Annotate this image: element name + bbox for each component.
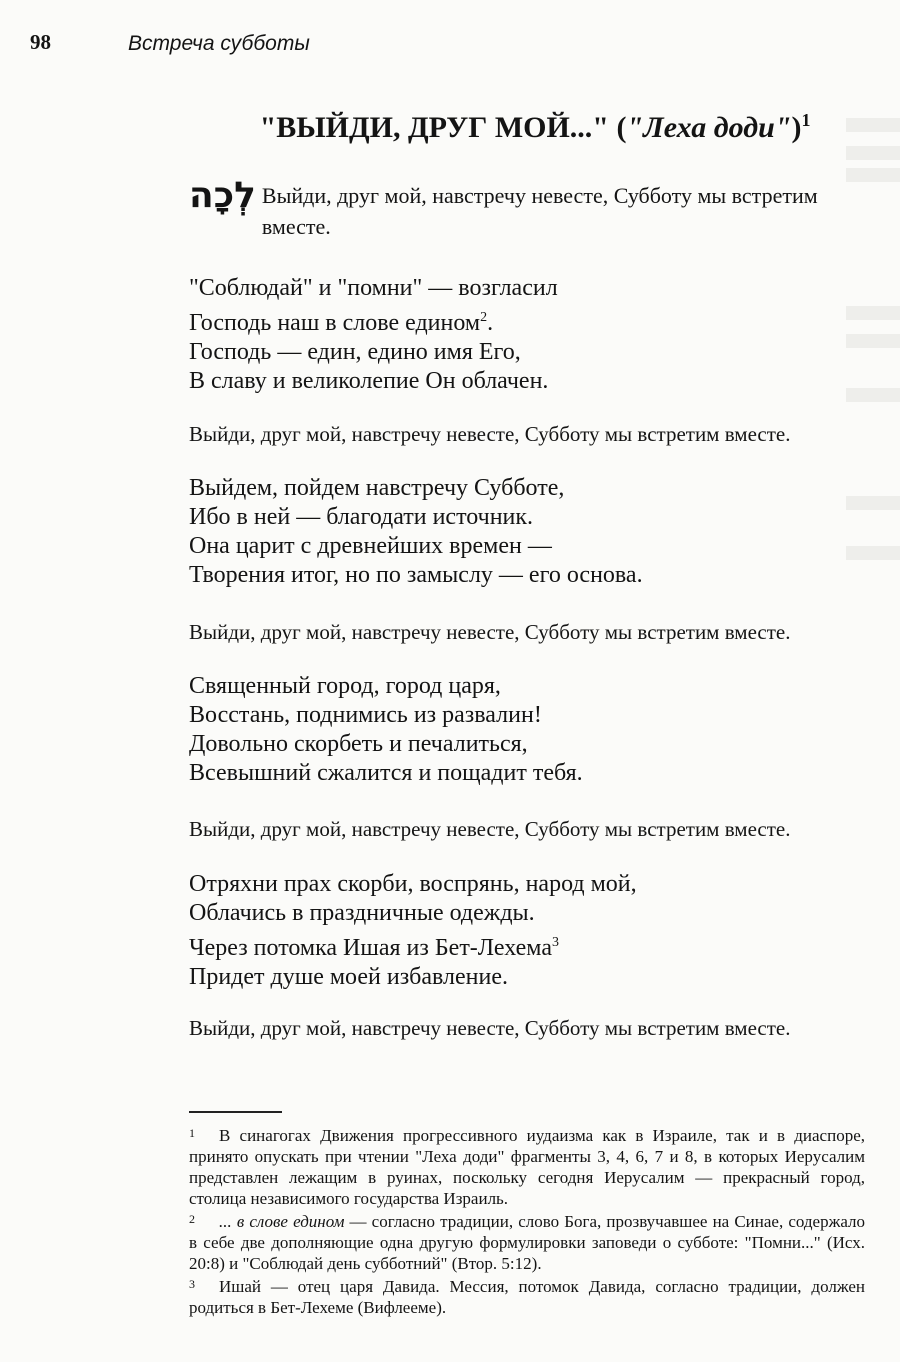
stanza-line: Священный город, город царя, (189, 673, 501, 699)
stanza-line: Господь — един, едино имя Его, (189, 339, 521, 365)
stanza-line: В славу и великолепие Он облачен. (189, 368, 549, 394)
bleed-through (846, 146, 900, 160)
footnotes (189, 1125, 865, 1320)
refrain: Выйди, друг мой, навстречу невесте, Субботу мы встретим вместе. (189, 817, 791, 841)
stanza-line: Отряхни прах скорби, воспрянь, народ мой, (189, 871, 637, 897)
stanza-line: Выйдем, пойдем навстречу Субботе, (189, 475, 565, 501)
title-italic: "Леха доди" (626, 111, 792, 144)
footnote-text: В синагогах Движения прогрессивного иудаизма как в Израиле, так и в диаспоре, принято опускать при чтении "Леха доди" фрагменты 3, 4, 6, 7 и 8, в которых Иерусалим представлен лежащим в руинах, поскольку сегодня Иерусалим — прекрасный город, столица независимого государства Израиль. (189, 1126, 865, 1208)
footnote-number: 2 (189, 1212, 195, 1226)
title-close: ) (791, 111, 802, 144)
footnote-text: Ишай — отец царя Давида. Мессия, потомок Давида, согласно традиции, должен родиться в Бет-Лехеме (Вифлееме). (189, 1277, 865, 1317)
page-number: 98 (30, 30, 51, 54)
stanza-line: Ибо в ней — благодати источник. (189, 504, 534, 530)
bleed-through (846, 546, 900, 560)
stanza-line: Придет душе моей избавление. (189, 964, 509, 990)
bleed-through (846, 306, 900, 320)
footnote-divider (189, 1111, 282, 1113)
stanza-line: Господь наш в слове едином$^2$. (189, 310, 494, 336)
stanza-2 (189, 474, 643, 590)
stanza-line: Через потомка Ишая из Бет-Лехема$^3$ (189, 935, 559, 961)
refrain: Выйди, друг мой, навстречу невесте, Субботу мы встретим вместе. (189, 620, 791, 644)
bleed-through (846, 388, 900, 402)
bleed-through (846, 496, 900, 510)
stanza-line: Восстань, поднимись из развалин! (189, 702, 542, 728)
stanza-line: "Соблюдай" и "помни" — возгласил (189, 275, 558, 301)
footnote-ref: 3 (551, 935, 559, 950)
title-main: "ВЫЙДИ, ДРУГ МОЙ..." ( (259, 111, 627, 144)
intro-paragraph (189, 175, 869, 242)
footnote (189, 1125, 865, 1209)
stanza-1 (189, 274, 558, 396)
stanza-line: Довольно скорбеть и печалиться, (189, 731, 528, 757)
page-title (0, 110, 900, 145)
title-footnote-ref: 1 (801, 110, 811, 130)
footnote (189, 1211, 865, 1274)
bleed-through (846, 334, 900, 348)
footnote-text: ... в слове едином — согласно традиции, слово Бога, прозвучавшее на Синае, содержало в себе две дополняющие одна другую формулировки заповеди о субботе: "Помни..." (Исх. 20:8) и "Соблюдай день субботний" (Втор. 5:12). (189, 1212, 866, 1273)
stanza-line: Она царит с древнейших времен — (189, 533, 552, 559)
footnote-number: 1 (189, 1126, 195, 1140)
refrain: Выйди, друг мой, навстречу невесте, Субботу мы встретим вместе. (189, 422, 791, 446)
footnote-emphasis: ... в слове едином (219, 1212, 345, 1231)
footnote (189, 1276, 865, 1318)
stanza-line: Творения итог, но по замыслу — его основа. (189, 562, 643, 588)
hebrew-initial: לְכָה (189, 175, 256, 216)
stanza-3 (189, 672, 583, 788)
footnote-number: 3 (189, 1277, 195, 1291)
refrain: Выйди, друг мой, навстречу невесте, Субботу мы встретим вместе. (189, 1016, 791, 1040)
running-title: Встреча субботы (128, 32, 310, 55)
intro-text: Выйди, друг мой, навстречу невесте, Субботу мы встретим вместе. (261, 183, 818, 239)
footnote-ref: 2 (480, 310, 488, 325)
stanza-line: Всевышний сжалится и пощадит тебя. (189, 760, 583, 786)
stanza-line: Облачись в праздничные одежды. (189, 900, 535, 926)
stanza-4 (189, 870, 637, 992)
